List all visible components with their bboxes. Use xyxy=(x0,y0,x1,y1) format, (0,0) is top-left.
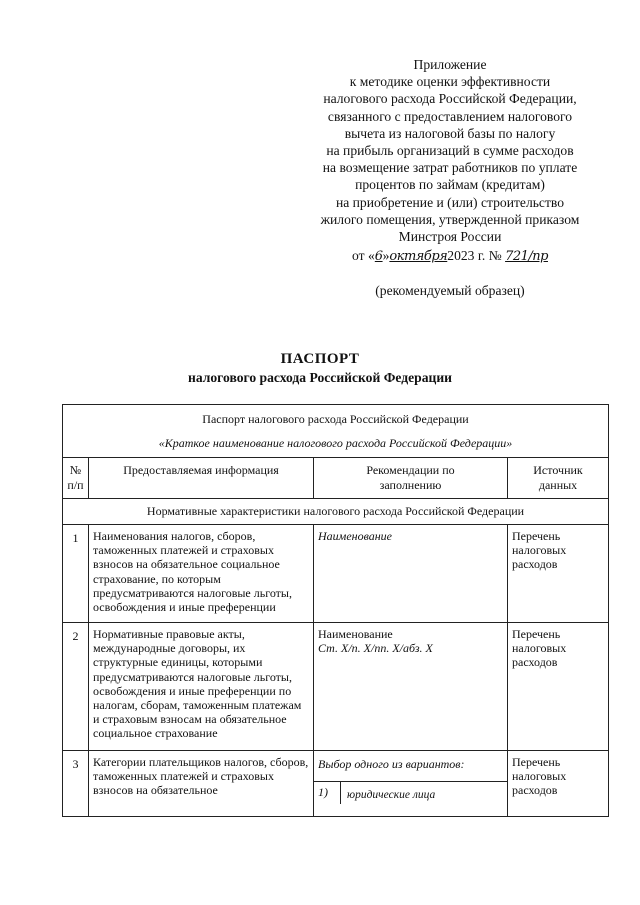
row-info: Нормативные правовые акты, международные договоры, их структурные единицы, которыми предусматриваются налоговые льготы, освобождения и иные преференции по налогам, сборам, таможенным платежам и страховым взносам на обязательное социальное страхование xyxy=(89,623,314,751)
date-day: 6 xyxy=(374,249,383,265)
appendix-line: к методике оценки эффективности xyxy=(349,74,551,90)
appendix-block xyxy=(300,56,600,265)
order-number: 721/пр xyxy=(505,249,548,265)
appendix-line: Приложение xyxy=(413,57,487,72)
appendix-line: налогового расхода Российской Федерации, xyxy=(323,91,577,107)
col-header-num: № п/п xyxy=(63,458,89,498)
variant-text: юридические лица xyxy=(347,789,436,802)
table-caption-row xyxy=(63,405,609,458)
table-row xyxy=(63,623,609,751)
row-reco-cell xyxy=(314,623,508,751)
appendix-line: Минстроя России xyxy=(398,229,502,245)
variant-option xyxy=(314,781,507,804)
appendix-line: процентов по займам (кредитам) xyxy=(355,177,545,193)
passport-table xyxy=(62,404,609,817)
row-source: Перечень налоговых расходов xyxy=(508,525,609,623)
row-reco-cell xyxy=(314,751,508,817)
col-header-info: Предоставляемая информация xyxy=(89,458,314,498)
row-source: Перечень налоговых расходов xyxy=(508,751,609,817)
column-header-row xyxy=(63,458,609,498)
section-row xyxy=(63,498,609,524)
col-header-source: Источник данных xyxy=(508,458,609,498)
section-title: Нормативные характеристики налогового расхода Российской Федерации xyxy=(63,498,609,524)
table-row xyxy=(63,525,609,623)
appendix-line: жилого помещения, утвержденной приказом xyxy=(320,211,580,227)
appendix-line: связанного с предоставлением налогового xyxy=(327,108,573,124)
table-caption: Паспорт налогового расхода Российской Федерации xyxy=(202,412,469,426)
row-source: Перечень налоговых расходов xyxy=(508,623,609,751)
date-year: 2023 г. № xyxy=(447,248,502,264)
order-date-line xyxy=(300,247,600,265)
variant-number: 1) xyxy=(314,782,341,804)
row-reco-detail: Ст. X/п. X/пп. X/абз. X xyxy=(318,641,433,656)
short-name: «Краткое наименование налогового расхода Российской Федерации» xyxy=(158,436,513,451)
row-reco: Наименование xyxy=(314,525,508,623)
col-header-reco: Рекомендации по заполнению xyxy=(314,458,508,498)
date-mid: » xyxy=(382,248,390,264)
page-title: ПАСПОРТ xyxy=(280,351,360,367)
table-row xyxy=(63,751,609,817)
sample-note: (рекомендуемый образец) xyxy=(375,283,525,298)
date-prefix: от « xyxy=(352,248,375,264)
row-number: 2 xyxy=(63,623,89,751)
appendix-line: вычета из налоговой базы по налогу xyxy=(344,125,556,141)
appendix-line: на прибыль организаций в сумме расходов xyxy=(326,143,574,159)
row-number: 1 xyxy=(63,525,89,623)
row-number: 3 xyxy=(63,751,89,817)
row-reco: Выбор одного из вариантов: xyxy=(318,757,465,772)
appendix-line: на приобретение и (или) строительство xyxy=(335,194,565,210)
page-subtitle: налогового расхода Российской Федерации xyxy=(187,370,452,385)
row-info: Наименования налогов, сборов, таможенных платежей и страховых взносов на обязательное социальное страхование, по которым предусматриваются налоговые льготы, освобождения и иные преференции xyxy=(89,525,314,623)
date-month: октября xyxy=(389,249,448,265)
row-reco: Наименование xyxy=(318,627,393,642)
row-info: Категории плательщиков налогов, сборов, таможенных платежей и страховых взносов на обязательное xyxy=(89,751,314,817)
appendix-line: на возмещение затрат работников по уплате xyxy=(322,160,578,176)
